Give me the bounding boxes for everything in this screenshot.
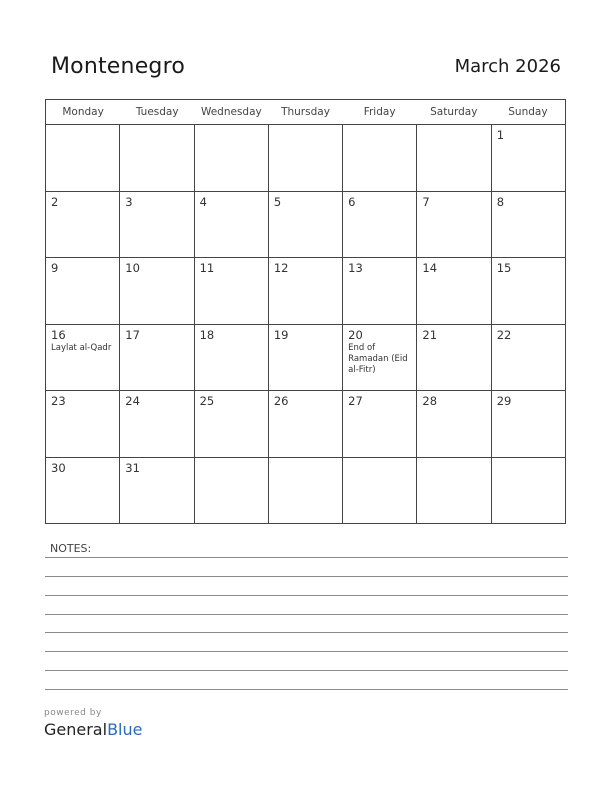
day-number: 2 — [51, 194, 59, 209]
week-row — [46, 125, 565, 192]
day-cell[interactable] — [492, 391, 565, 457]
day-number: 9 — [51, 261, 59, 275]
day-cell[interactable] — [269, 258, 343, 324]
day-number: 3 — [125, 194, 133, 209]
day-number: 8 — [496, 194, 505, 209]
weekday-label: Friday — [363, 106, 396, 118]
weekday-header — [46, 100, 565, 125]
weekday-label: Sunday — [508, 106, 548, 118]
weekday-label: Saturday — [430, 106, 478, 118]
week-row — [46, 192, 565, 259]
day-number: 4 — [199, 194, 207, 209]
day-number: 1 — [496, 128, 505, 142]
day-cell[interactable] — [417, 458, 491, 524]
day-cell[interactable] — [120, 458, 194, 524]
day-number: 17 — [125, 327, 140, 342]
day-number: 25 — [199, 394, 215, 408]
notes-line — [45, 632, 568, 633]
day-cell[interactable] — [120, 325, 194, 391]
day-number: 29 — [496, 394, 512, 408]
day-cell[interactable] — [269, 458, 343, 524]
day-cell[interactable] — [417, 258, 491, 324]
day-cell[interactable] — [46, 325, 120, 391]
month-title: March 2026 — [454, 56, 561, 77]
day-cell[interactable] — [343, 458, 417, 524]
week-row — [46, 458, 565, 524]
notes-line — [45, 595, 568, 596]
day-number: 24 — [125, 394, 140, 408]
day-cell[interactable] — [343, 192, 417, 258]
calendar-grid — [45, 99, 566, 524]
day-cell[interactable] — [269, 125, 343, 191]
day-number: 28 — [422, 394, 438, 408]
brand-name-blue: Blue — [107, 720, 143, 739]
day-number: 11 — [199, 261, 215, 275]
country-title: Montenegro — [51, 54, 186, 79]
day-cell[interactable] — [46, 192, 120, 258]
day-number: 7 — [422, 194, 430, 209]
day-cell[interactable] — [120, 258, 194, 324]
day-cell[interactable] — [343, 391, 417, 457]
day-cell[interactable] — [120, 125, 194, 191]
day-cell[interactable] — [492, 258, 565, 324]
day-number: 27 — [348, 394, 363, 408]
day-cell[interactable] — [417, 192, 491, 258]
day-number: 12 — [273, 261, 289, 275]
day-cell[interactable] — [492, 125, 565, 191]
day-cell[interactable] — [492, 458, 565, 524]
weekday-label: Wednesday — [200, 106, 262, 118]
footer-branding — [44, 708, 142, 739]
holiday-label: End of Ramadan (Eid al-Fitr) — [348, 342, 408, 375]
notes-line — [45, 670, 568, 671]
day-cell[interactable] — [417, 391, 491, 457]
notes-line — [45, 557, 568, 558]
day-cell[interactable] — [195, 125, 269, 191]
day-cell[interactable] — [195, 192, 269, 258]
day-cell[interactable] — [417, 325, 491, 391]
day-cell[interactable] — [269, 192, 343, 258]
day-number: 20 — [348, 327, 363, 342]
day-cell[interactable] — [46, 391, 120, 457]
day-cell[interactable] — [120, 192, 194, 258]
day-cell[interactable] — [492, 325, 565, 391]
day-cell[interactable] — [120, 391, 194, 457]
day-number: 13 — [348, 261, 363, 275]
week-row — [46, 325, 565, 392]
day-cell[interactable] — [46, 458, 120, 524]
day-cell[interactable] — [269, 325, 343, 391]
weekday-label: Thursday — [281, 106, 330, 118]
day-cell[interactable] — [417, 125, 491, 191]
day-cell[interactable] — [195, 258, 269, 324]
day-number: 14 — [422, 261, 438, 275]
day-cell[interactable] — [492, 192, 565, 258]
day-number: 31 — [125, 460, 140, 475]
brand-name-general: General — [44, 720, 108, 739]
weeks-container — [46, 125, 565, 523]
notes-line — [45, 576, 568, 577]
holiday-label: Laylat al-Qadr — [51, 342, 112, 353]
day-number: 23 — [51, 394, 66, 408]
week-row — [46, 391, 565, 458]
day-cell[interactable] — [343, 125, 417, 191]
notes-line — [45, 614, 568, 615]
weekday-label: Monday — [62, 106, 104, 118]
day-number: 26 — [273, 394, 289, 408]
day-number: 15 — [496, 261, 512, 275]
day-cell[interactable] — [195, 458, 269, 524]
weekday-label: Tuesday — [135, 106, 179, 118]
powered-by-text: powered by — [44, 708, 102, 718]
day-number: 18 — [199, 327, 215, 342]
day-number: 5 — [273, 194, 282, 209]
day-number: 16 — [51, 327, 66, 342]
day-cell[interactable] — [343, 258, 417, 324]
week-row — [46, 258, 565, 325]
day-cell[interactable] — [195, 391, 269, 457]
day-cell[interactable] — [195, 325, 269, 391]
notes-label: NOTES: — [50, 542, 92, 555]
day-number: 30 — [51, 460, 66, 475]
day-cell[interactable] — [269, 391, 343, 457]
notes-line — [45, 651, 568, 652]
brand-logo[interactable] — [44, 720, 142, 739]
day-cell[interactable] — [46, 125, 120, 191]
day-number: 6 — [348, 194, 356, 209]
day-number: 19 — [273, 327, 289, 342]
day-number: 10 — [125, 261, 140, 275]
day-cell[interactable] — [46, 258, 120, 324]
day-number: 21 — [422, 327, 438, 342]
notes-line — [45, 689, 568, 690]
day-number: 22 — [496, 327, 512, 342]
day-cell[interactable] — [343, 325, 417, 391]
